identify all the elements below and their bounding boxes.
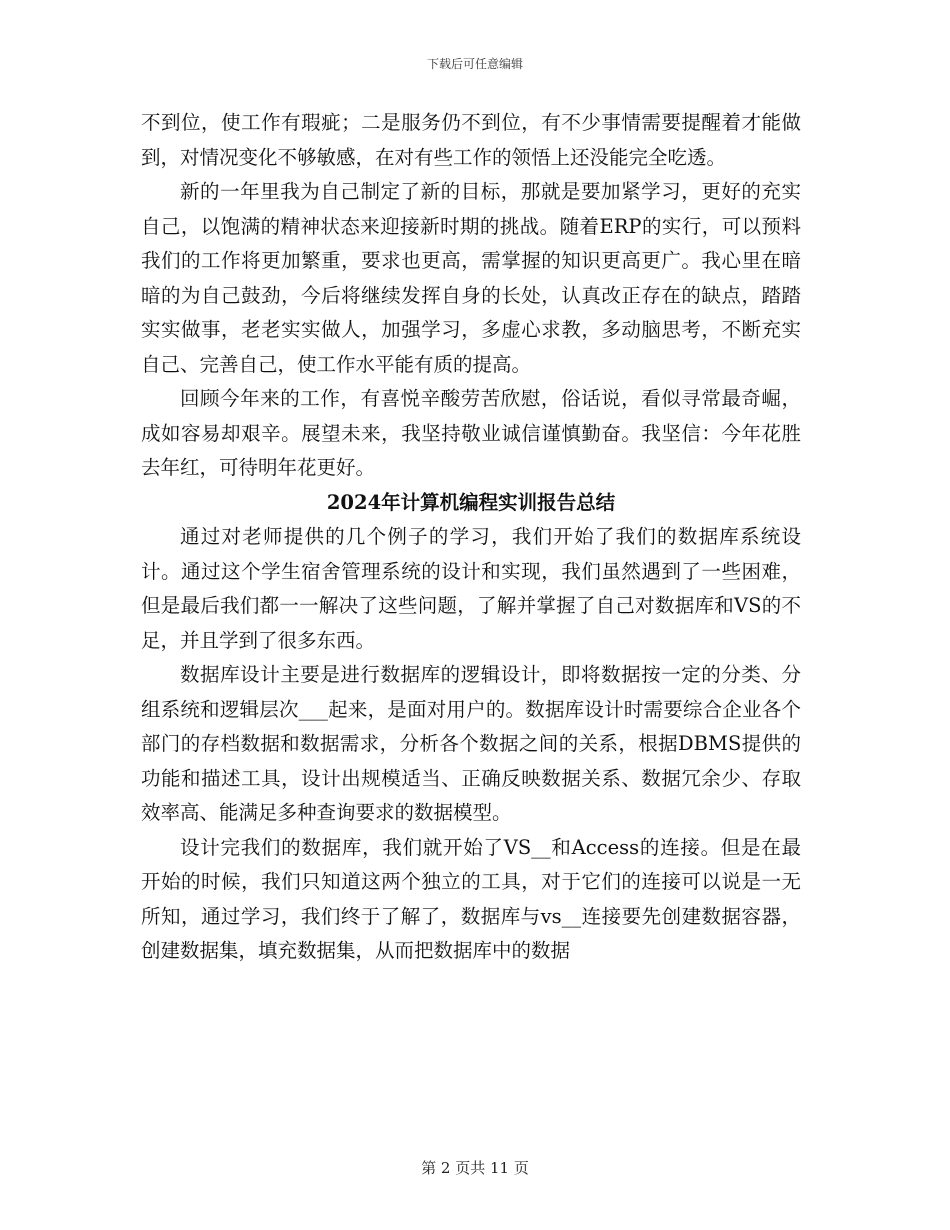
page-header: 下载后可任意编辑 — [426, 57, 523, 71]
document-body — [141, 106, 801, 969]
page-footer: 第 2 页共 11 页 — [421, 1159, 529, 1177]
paragraph: 通过对老师提供的几个例子的学习，我们开始了我们的数据库系统设计。通过这个学生宿舍管理系统的设计和实现，我们虽然遇到了一些困难，但是最后我们都一一解决了这些问题，了解并掌握了自己对数据库和VS的不足，并且学到了很多东西。 — [141, 525, 801, 652]
paragraph: 回顾今年来的工作，有喜悦辛酸劳苦欣慰，俗话说，看似寻常最奇崛，成如容易却艰辛。展望未来，我坚持敬业诚信谨慎勤奋。我坚信：今年花胜去年红，可待明年花更好。 — [141, 387, 801, 479]
paragraph: 新的一年里我为自己制定了新的目标，那就是要加紧学习，更好的充实自己，以饱满的精神状态来迎接新时期的挑战。随着ERP的实行，可以预料我们的工作将更加繁重，要求也更高，需掌握的知识更高更广。我心里在暗暗的为自己鼓劲，今后将继续发挥自身的长处，认真改正存在的缺点，踏踏实实做事，老老实实做人，加强学习，多虚心求教，多动脑思考，不断充实自己、完善自己，使工作水平能有质的提高。 — [141, 180, 801, 376]
paragraph: 设计完我们的数据库，我们就开始了VS__和Access的连接。但是在最开始的时候，我们只知道这两个独立的工具，对于它们的连接可以说是一无所知，通过学习，我们终于了解了，数据库与vs__连接要先创建数据容器，创建数据集，填充数据集，从而把数据库中的数据 — [141, 835, 801, 962]
section-title: 2024年计算机编程实训报告总结 — [326, 490, 616, 514]
paragraph: 数据库设计主要是进行数据库的逻辑设计，即将数据按一定的分类、分组系统和逻辑层次___起来，是面对用户的。数据库设计时需要综合企业各个部门的存档数据和数据需求，分析各个数据之间的关系，根据DBMS提供的功能和描述工具，设计出规模适当、正确反映数据关系、数据冗余少、存取效率高、能满足多种查询要求的数据模型。 — [141, 663, 801, 824]
paragraph: 不到位，使工作有瑕疵；二是服务仍不到位，有不少事情需要提醒着才能做到，对情况变化不够敏感，在对有些工作的领悟上还没能完全吃透。 — [141, 111, 801, 169]
